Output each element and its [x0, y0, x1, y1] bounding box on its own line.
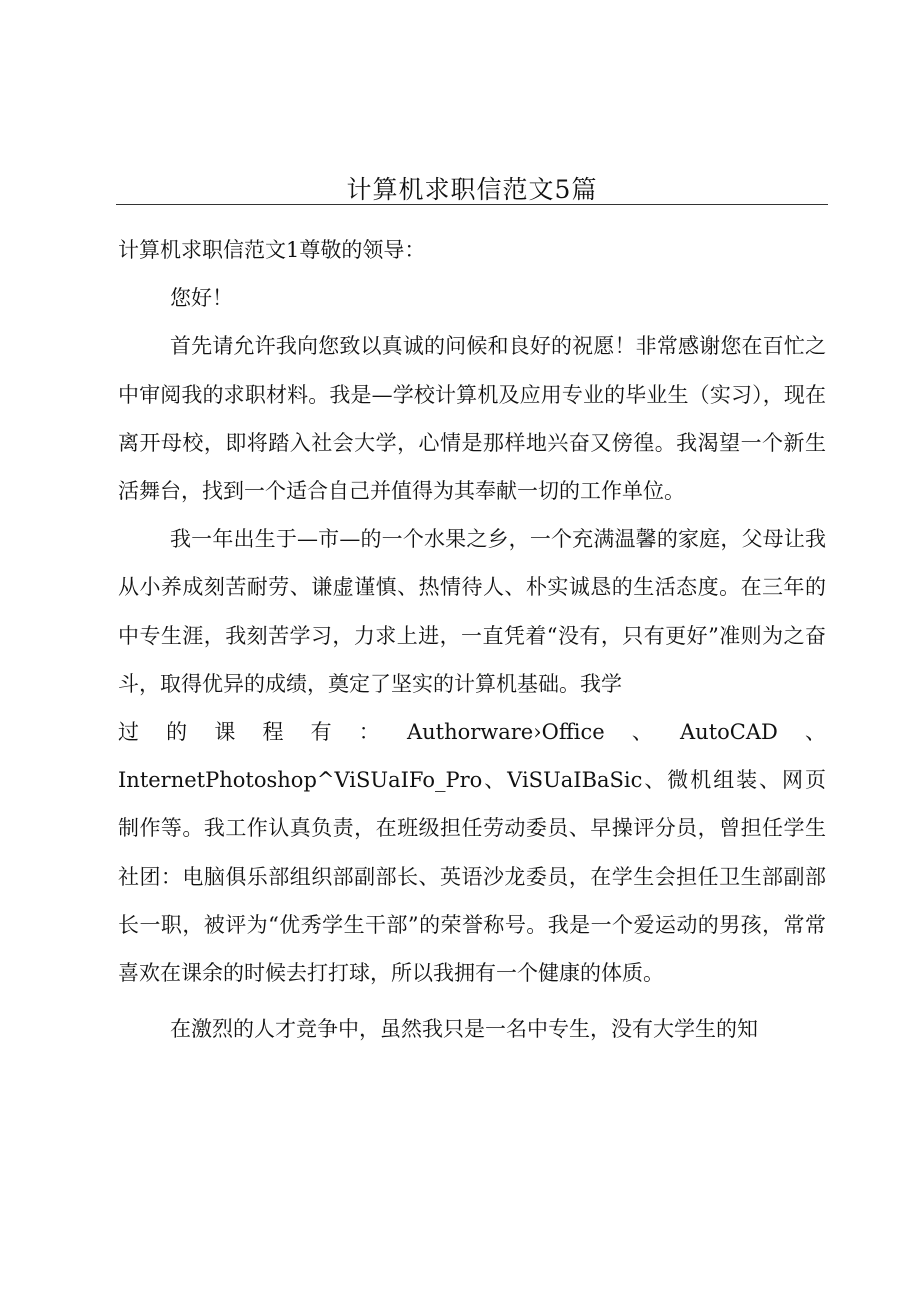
- greeting: 您好！: [170, 286, 233, 311]
- letter-heading: 计算机求职信范文1尊敬的领导：: [118, 238, 426, 262]
- courses-line: [118, 708, 826, 756]
- paragraph-background-continued: InternetPhotoshop^ViSUaIFo_Pro、ViSUaIBaSic、微机组装、网页制作等。我工作认真负责，在班级担任劳动委员、早操评分员，曾担任学生社团：电脑俱乐部组织部副部长、英语沙龙委员，在学生会担任卫生部副部长一职，被评为“优秀学生干部”的荣誉称号。我是一个爱运动的男孩，常常喜欢在课余的时候去打打球，所以我拥有一个健康的体质。: [118, 768, 826, 986]
- paragraph-intro: 首先请允许我向您致以真诚的问候和良好的祝愿！非常感谢您在百忙之中审阅我的求职材料。我是—学校计算机及应用专业的毕业生（实习），现在离开母校，即将踏入社会大学，心情是那样地兴奋又傍徨。我渴望一个新生活舞台，找到一个适合自己并值得为其奉献一切的工作单位。: [118, 334, 826, 504]
- courses-token: AutoCAD: [680, 720, 778, 745]
- courses-token: ：: [358, 720, 380, 745]
- courses-token: Authorware›Office: [406, 720, 605, 745]
- courses-token: 的: [166, 720, 188, 745]
- courses-token: 过: [118, 720, 139, 745]
- courses-token: 、: [805, 720, 826, 745]
- courses-token: 课: [214, 720, 236, 745]
- paragraph-competition: 在激烈的人才竞争中，虽然我只是一名中专生，没有大学生的知: [170, 1017, 758, 1042]
- title-underline: [116, 204, 828, 205]
- document-title: 计算机求职信范文5篇: [346, 175, 598, 204]
- courses-token: 有: [310, 720, 332, 745]
- document-body: [118, 226, 826, 1053]
- courses-token: 、: [631, 720, 653, 745]
- courses-token: 程: [262, 720, 284, 745]
- paragraph-background: 我一年出生于—市—的一个水果之乡，一个充满温馨的家庭，父母让我从小养成刻苦耐劳、谦虚谨慎、热情待人、朴实诚恳的生活态度。在三年的中专生涯，我刻苦学习，力求上进，一直凭着“没有，只有更好”准则为之奋斗，取得优异的成绩，奠定了坚实的计算机基础。我学: [118, 527, 826, 696]
